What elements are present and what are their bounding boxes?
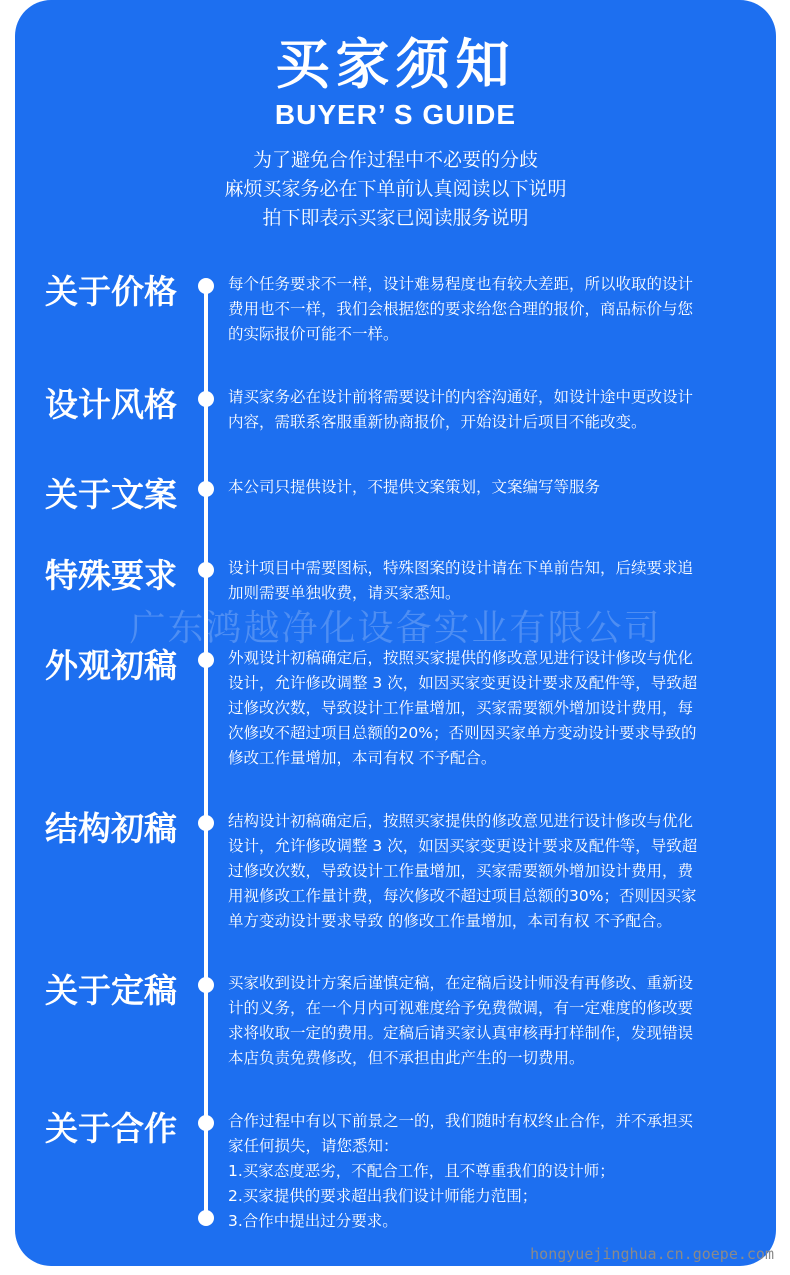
section-body-line: 2.买家提供的要求超出我们设计师能力范围； [228, 1187, 538, 1205]
company-watermark: 广东鸿越净化设备实业有限公司 [129, 608, 662, 649]
section-title-structure-draft: 结构初稿 [45, 809, 177, 848]
section-body-line: 计的义务，在一个月内可视难度给予免费微调，有一定难度的修改要 [228, 999, 694, 1017]
timeline-dot [198, 652, 214, 668]
section-body-price [228, 272, 763, 347]
section-body-line: 修改工作量增加，本司有权 不予配合。 [228, 749, 497, 767]
section-body-line: 家任何损失，请您悉知： [228, 1137, 399, 1155]
page-title: 买家须知 [275, 33, 516, 96]
section-body-line: 内容，需联系客服重新协商报价，开始设计后项目不能改变。 [228, 413, 647, 431]
footer-site-url: hongyuejinghua.cn.goepe.com [530, 1245, 774, 1263]
intro-line: 为了避免合作过程中不必要的分歧 [252, 149, 538, 171]
section-body-special [228, 556, 763, 606]
section-body-appearance-draft [228, 646, 763, 771]
page-subtitle: BUYER’ S GUIDE [274, 99, 517, 130]
section-body-line: 请买家务必在设计前将需要设计的内容沟通好，如设计途中更改设计 [228, 388, 694, 406]
section-title-style: 设计风格 [45, 385, 177, 424]
section-body-line: 结构设计初稿确定后，按照买家提供的修改意见进行设计修改与优化 [228, 812, 694, 830]
section-body-line: 3.合作中提出过分要求。 [228, 1212, 398, 1230]
section-body-line: 每个任务要求不一样，设计难易程度也有较大差距，所以收取的设计 [228, 275, 694, 293]
section-title-special: 特殊要求 [45, 556, 177, 595]
section-title-copywriting: 关于文案 [45, 475, 177, 514]
section-body-line: 用视修改工作量计费，每次修改不超过项目总额的30%；否则因买家 [228, 887, 697, 905]
section-body-line: 费用也不一样，我们会根据您的要求给您合理的报价，商品标价与您 [228, 300, 694, 318]
section-title-final: 关于定稿 [45, 971, 177, 1010]
section-body-line: 次修改不超过项目总额的20%；否则因买家单方变动设计要求导致的 [228, 724, 697, 742]
section-title-appearance-draft: 外观初稿 [45, 646, 177, 685]
section-body-structure-draft [228, 809, 763, 934]
timeline-dot [198, 562, 214, 578]
timeline-dot [198, 1115, 214, 1131]
timeline-dot [198, 391, 214, 407]
section-body-copywriting [228, 475, 763, 500]
section-body-line: 设计，允许修改调整 3 次，如因买家变更设计要求及配件等，导致超 [228, 674, 698, 692]
section-body-cooperation [228, 1109, 763, 1234]
section-body-line: 买家收到设计方案后谨慎定稿，在定稿后设计师没有再修改、重新设 [228, 974, 694, 992]
section-body-line: 加则需要单独收费，请买家悉知。 [228, 584, 461, 602]
section-body-line: 过修改次数，导致设计工作量增加，买家需要额外增加设计费用，费 [228, 862, 694, 880]
section-body-line: 设计，允许修改调整 3 次，如因买家变更设计要求及配件等，导致超 [228, 837, 698, 855]
intro-line: 拍下即表示买家已阅读服务说明 [262, 207, 529, 229]
intro-text [15, 146, 776, 233]
section-body-line: 求将收取一定的费用。定稿后请买家认真审核再打样制作，发现错误 [228, 1024, 694, 1042]
section-body-line: 的实际报价可能不一样。 [228, 325, 399, 343]
section-body-line: 外观设计初稿确定后，按照买家提供的修改意见进行设计修改与优化 [228, 649, 694, 667]
timeline-dot [198, 977, 214, 993]
section-body-line: 本公司只提供设计，不提供文案策划，文案编写等服务 [228, 478, 601, 496]
timeline-line [204, 283, 208, 1218]
section-title-price: 关于价格 [45, 272, 177, 311]
section-body-line: 本店负责免费修改，但不承担由此产生的一切费用。 [228, 1049, 585, 1067]
section-body-line: 1.买家态度恶劣，不配合工作，且不尊重我们的设计师； [228, 1162, 615, 1180]
section-body-style [228, 385, 763, 435]
section-body-line: 合作过程中有以下前景之一的，我们随时有权终止合作，并不承担买 [228, 1112, 694, 1130]
section-body-line: 单方变动设计要求导致 的修改工作量增加，本司有权 不予配合。 [228, 912, 672, 930]
section-body-final [228, 971, 763, 1071]
buyer-guide-panel [15, 0, 776, 1266]
section-title-cooperation: 关于合作 [45, 1109, 177, 1148]
intro-line: 麻烦买家务必在下单前认真阅读以下说明 [224, 178, 567, 200]
timeline-dot [198, 481, 214, 497]
section-body-line: 过修改次数，导致设计工作量增加，买家需要额外增加设计费用，每 [228, 699, 694, 717]
timeline-dot [198, 815, 214, 831]
timeline-dot [198, 278, 214, 294]
section-body-line: 设计项目中需要图标，特殊图案的设计请在下单前告知，后续要求追 [228, 559, 694, 577]
timeline-end-dot [198, 1210, 214, 1226]
